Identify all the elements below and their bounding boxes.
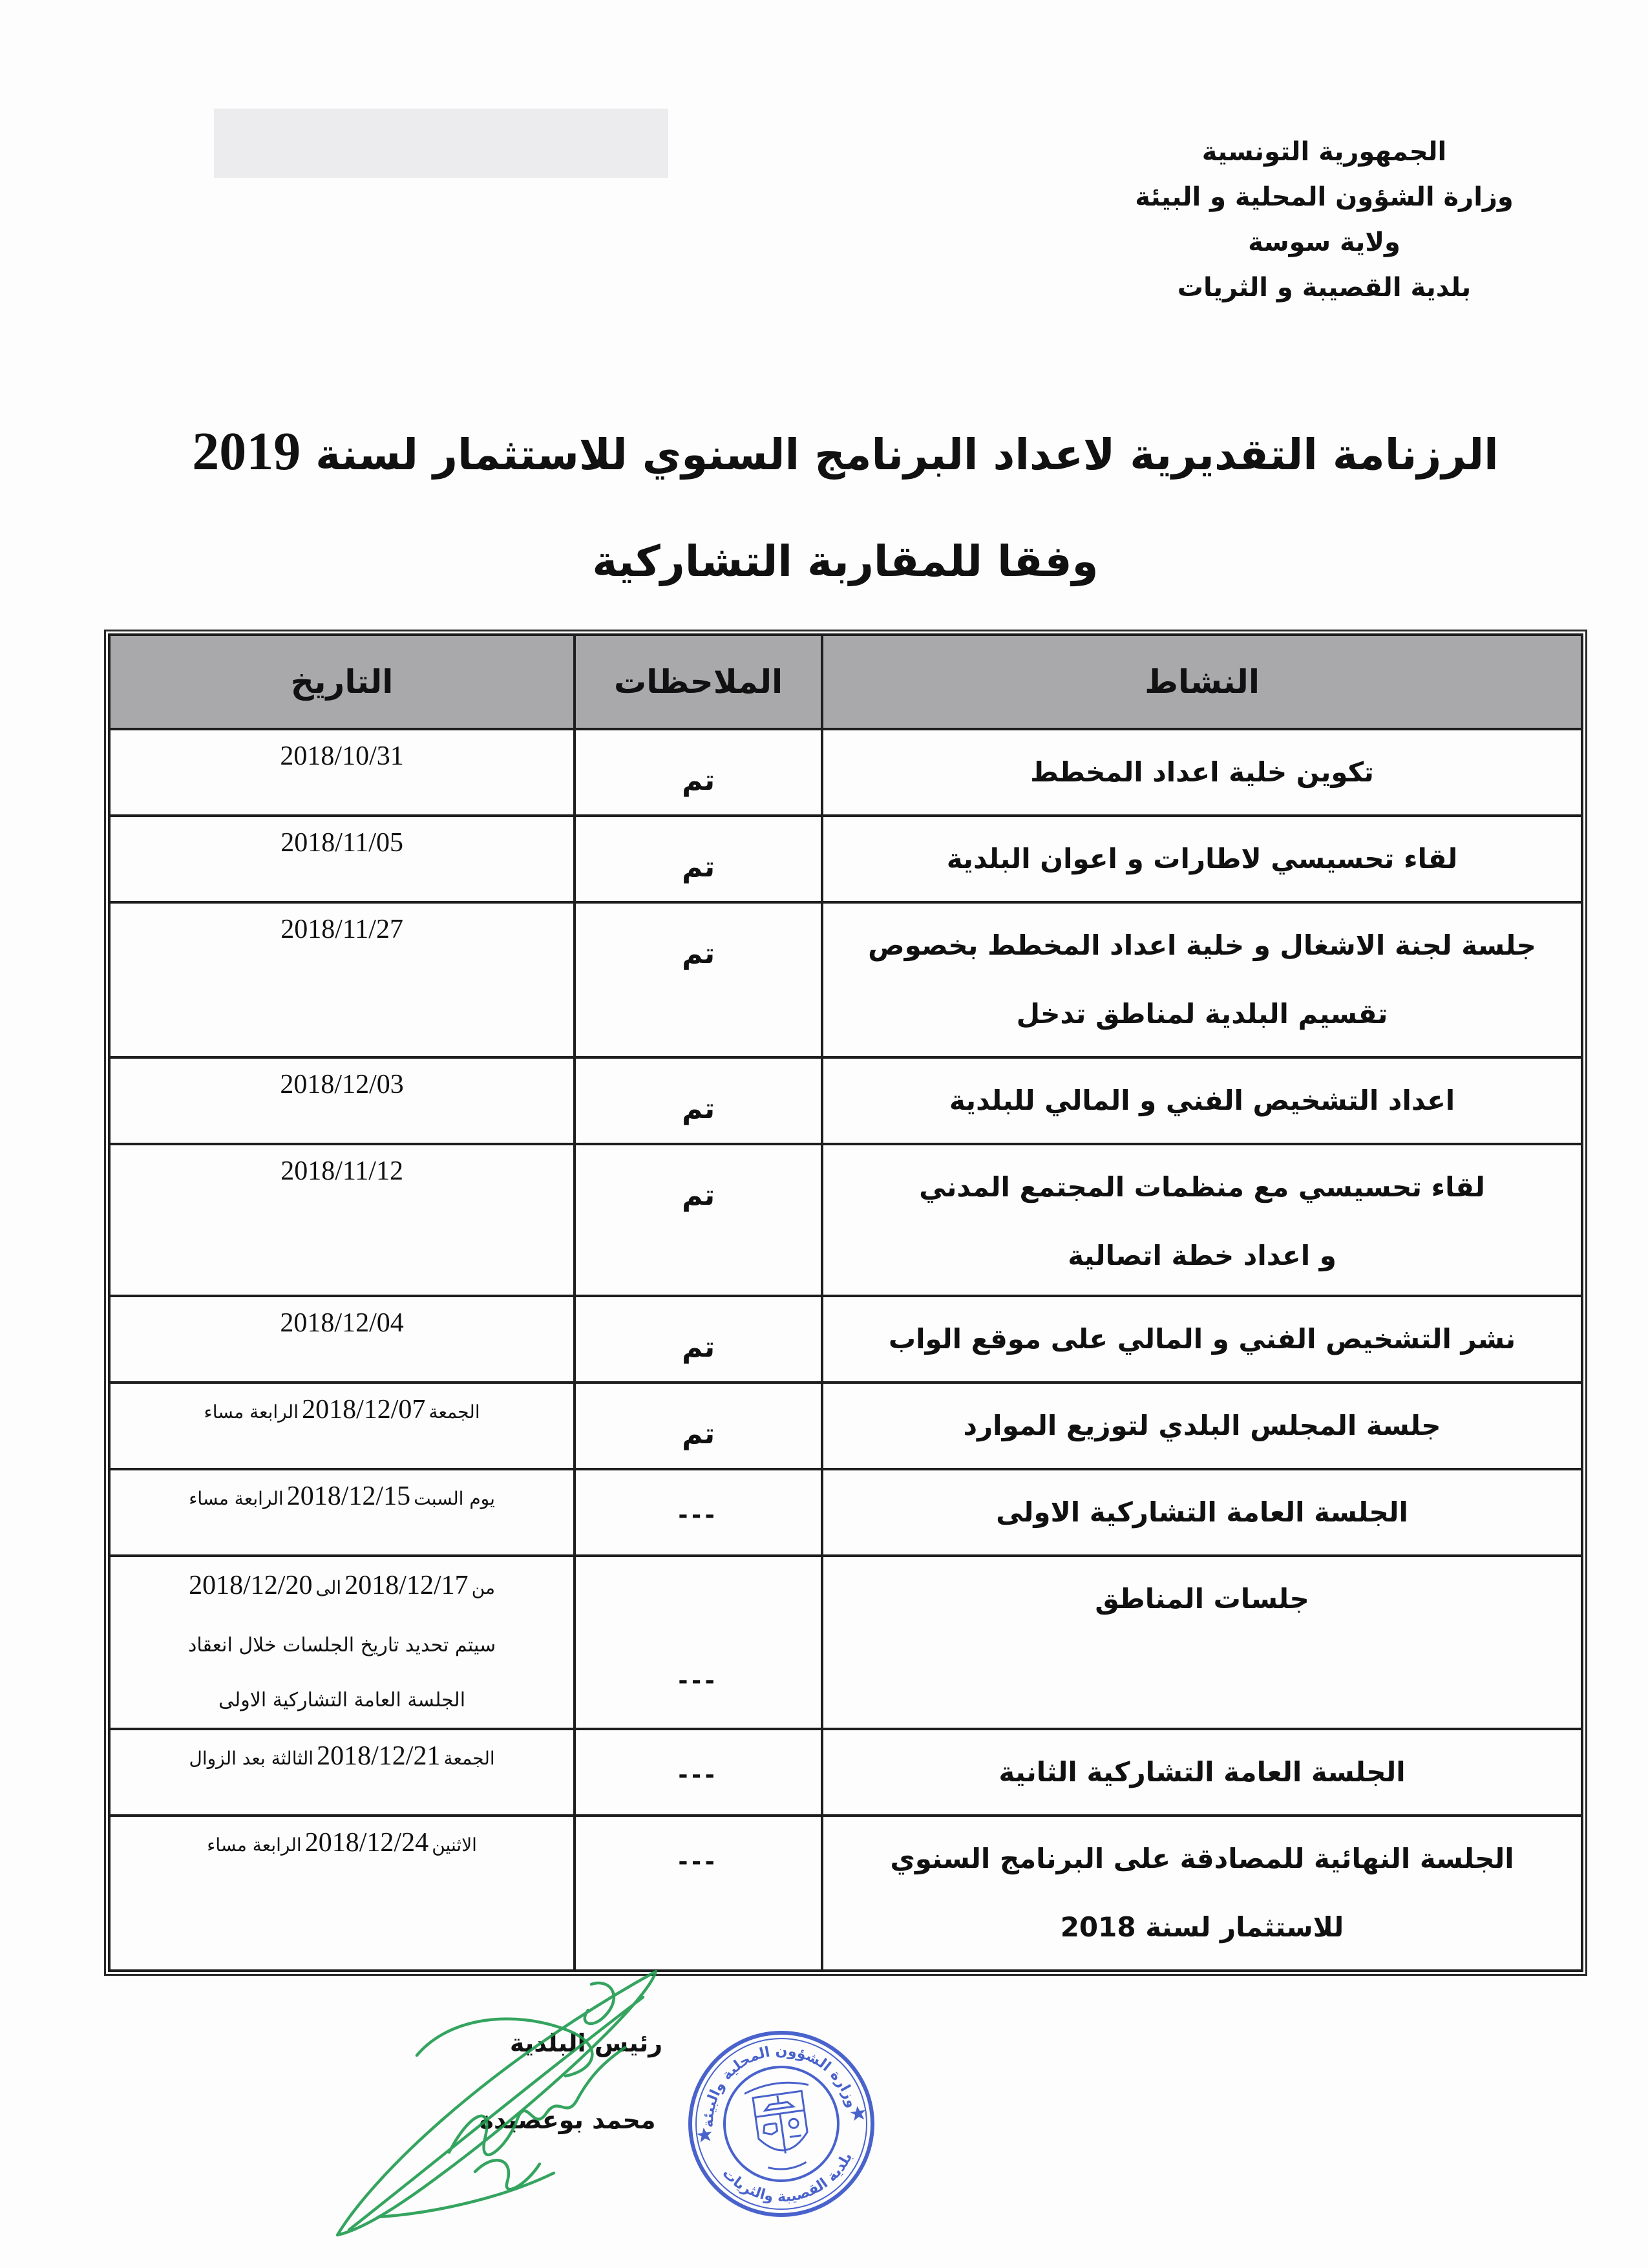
date-note-line: الجلسة العامة التشاركية الاولى: [218, 1689, 466, 1712]
date-cell: [109, 1383, 575, 1469]
title-text: الرزنامة التقديرية لاعداد البرنامج السنوي للاستثمار لسنة: [315, 430, 1499, 480]
activity-line: جلسة لجنة الاشغال و خلية اعداد المخطط بخصوص: [868, 929, 1536, 961]
title-year: 2019: [192, 421, 301, 482]
note-cell: تم: [575, 902, 822, 1057]
date-time: الرابعة مساء: [189, 1488, 284, 1509]
ministry-name: وزارة الشؤون المحلية و البيئة: [1135, 182, 1514, 212]
stamp-top-text-path: وزارة الشؤون المحلية والبيئة: [700, 2042, 860, 2128]
activity-line: للاستثمار لسنة 2018: [1060, 1911, 1344, 1943]
document-title: [102, 413, 1589, 494]
note-cell: تم: [575, 1057, 822, 1144]
signatory-title: رئيس البلدية: [509, 2029, 663, 2057]
note-cell: تم: [575, 1383, 822, 1469]
header-activity: النشاط: [822, 635, 1582, 729]
date-value: 2018/12/21: [317, 1741, 441, 1771]
header-date: التاريخ: [109, 635, 575, 729]
stamp-top-text: [690, 2033, 860, 2130]
signatory-name: محمد بوعصيدة: [479, 2106, 656, 2134]
note-cell: ---: [575, 1729, 822, 1816]
table-row: [109, 816, 1582, 902]
note-cell: تم: [575, 729, 822, 816]
date-value: 2018/12/03: [280, 1070, 404, 1099]
date-value: 2018/11/05: [280, 828, 403, 858]
date-day: يوم السبت: [414, 1488, 495, 1509]
date-cell: [109, 1296, 575, 1383]
table-row: [109, 1144, 1582, 1296]
emblem-icon: [744, 2079, 820, 2174]
governorate-name: ولاية سوسة: [1248, 228, 1400, 257]
activity-line: الجلسة العامة التشاركية الاولى: [996, 1496, 1408, 1528]
activity-line: لقاء تحسيسي لاطارات و اعوان البلدية: [946, 843, 1458, 874]
note-cell: ---: [575, 1816, 822, 1971]
date-value: 2018/12/04: [280, 1308, 404, 1338]
note-cell: تم: [575, 1144, 822, 1296]
date-day: الجمعة: [428, 1401, 480, 1423]
activity-cell: [822, 1057, 1582, 1144]
government-letterhead: [1098, 129, 1550, 310]
activity-line: جلسة المجلس البلدي لتوزيع الموارد: [963, 1410, 1441, 1441]
note-cell: تم: [575, 1296, 822, 1383]
date-value: 2018/12/24: [304, 1828, 429, 1858]
handwritten-signature: [320, 1958, 672, 2249]
table-row: [109, 1296, 1582, 1383]
activity-cell: [822, 1296, 1582, 1383]
activity-line: نشر التشخيص الفني و المالي على موقع الواب: [888, 1323, 1516, 1355]
activity-line: الجلسة النهائية للمصادقة على البرنامج السنوي: [890, 1843, 1514, 1874]
date-cell: [109, 1729, 575, 1816]
document-subtitle: وفقا للمقاربة التشاركية: [592, 536, 1099, 586]
activity-cell: [822, 1469, 1582, 1556]
table-row: [109, 1057, 1582, 1144]
activity-line: تكوين خلية اعداد المخطط: [1030, 756, 1374, 788]
date-cell: [109, 1057, 575, 1144]
table-row: [109, 902, 1582, 1057]
table-row: [109, 1383, 1582, 1469]
date-cell: [109, 1816, 575, 1971]
date-cell: [109, 1556, 575, 1729]
date-value: 2018/11/27: [280, 915, 403, 944]
date-value: 2018/12/07: [302, 1395, 426, 1425]
municipality-name: بلدية القصيبة و الثريات: [1177, 273, 1472, 302]
activity-cell: [822, 1816, 1582, 1971]
activity-cell: [822, 1144, 1582, 1296]
header-notes: الملاحظات: [575, 635, 822, 729]
schedule-table: [104, 630, 1587, 1976]
date-value: 2018/12/15: [286, 1481, 411, 1511]
date-cell: [109, 1144, 575, 1296]
stamp-seal: [672, 2015, 891, 2234]
activity-line: تقسيم البلدية لمناطق تدخل: [1016, 998, 1388, 1030]
activity-line: اعداد التشخيص الفني و المالي للبلدية: [949, 1085, 1455, 1116]
date-cell: [109, 1469, 575, 1556]
date-day: الاثنين: [432, 1834, 477, 1856]
table-row: [109, 1729, 1582, 1816]
date-value: 2018/10/31: [280, 741, 404, 771]
activity-line: و اعداد خطة اتصالية: [1068, 1240, 1336, 1271]
date-value: 2018/11/12: [280, 1156, 403, 1186]
date-range-from: من: [471, 1577, 496, 1598]
stamp-bottom-text-path: بلدية القصيبة والثريات: [719, 2150, 856, 2206]
date-range: [111, 1558, 573, 1618]
activity-cell: [822, 1556, 1582, 1729]
activity-cell: [822, 902, 1582, 1057]
note-cell: ---: [575, 1469, 822, 1556]
activity-cell: [822, 1729, 1582, 1816]
country-name: الجمهورية التونسية: [1201, 137, 1447, 167]
table-row: [109, 1469, 1582, 1556]
date-cell: [109, 816, 575, 902]
date-note-line: سيتم تحديد تاريخ الجلسات خلال انعقاد: [188, 1634, 496, 1657]
table-row: [109, 729, 1582, 816]
date-range-to: الى: [315, 1577, 342, 1598]
activity-cell: [822, 1383, 1582, 1469]
table-header-row: [109, 635, 1582, 729]
date-cell: [109, 729, 575, 816]
date-time: الثالثة بعد الزوال: [189, 1748, 314, 1769]
activity-cell: [822, 816, 1582, 902]
activity-line: الجلسة العامة التشاركية الثانية: [998, 1756, 1406, 1788]
date-value-end: 2018/12/20: [189, 1571, 313, 1600]
date-cell: [109, 902, 575, 1057]
activity-line: لقاء تحسيسي مع منظمات المجتمع المدني: [919, 1171, 1485, 1203]
activity-cell: [822, 729, 1582, 816]
date-day: الجمعة: [443, 1748, 495, 1769]
activity-line: جلسات المناطق: [1095, 1583, 1309, 1615]
date-time: الرابعة مساء: [204, 1401, 299, 1423]
date-time: الرابعة مساء: [207, 1834, 302, 1856]
note-cell: ---: [575, 1556, 822, 1729]
table-row: [109, 1556, 1582, 1729]
date-value: 2018/12/17: [344, 1571, 469, 1600]
redaction-box: [214, 109, 668, 178]
table-row: [109, 1816, 1582, 1971]
note-cell: تم: [575, 816, 822, 902]
